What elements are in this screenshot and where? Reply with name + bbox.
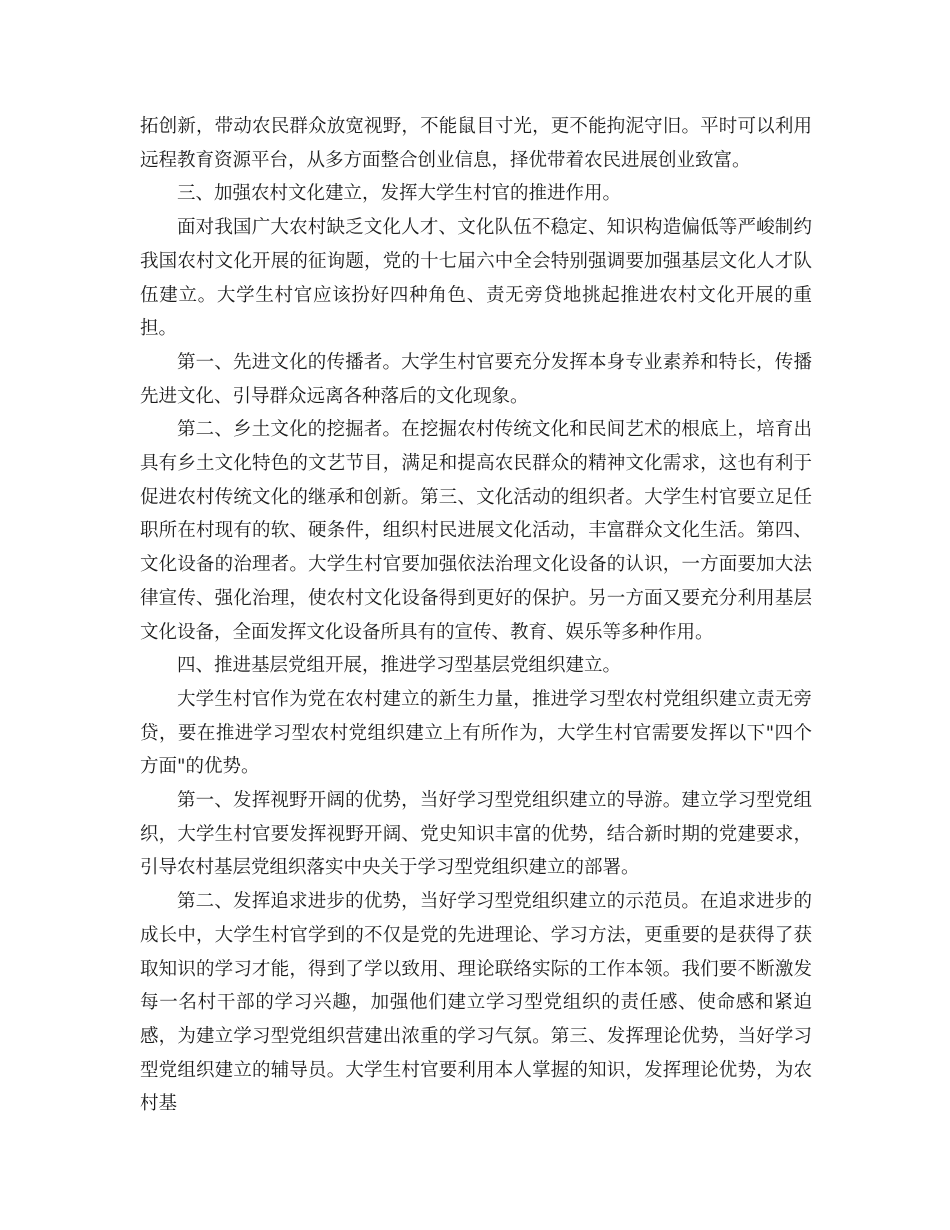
paragraph: 面对我国广大农村缺乏文化人才、文化队伍不稳定、知识构造偏低等严峻制约我国农村文化开展的征询题，党的十七届六中全会特别强调要加强基层文化人才队伍建立。大学生村官应该扮好四种角色、责无旁贷地挑起推进农村文化开展的重担。	[140, 217, 812, 340]
paragraph: 第一、发挥视野开阔的优势，当好学习型党组织建立的导游。建立学习型党组织，大学生村官要发挥视野开阔、党史知识丰富的优势，结合新时期的党建要求，引导农村基层党组织落实中央关于学习型党组织建立的部署。	[140, 790, 812, 879]
paragraph-continued: 拓创新，带动农民群众放宽视野，不能鼠目寸光，更不能拘泥守旧。平时可以利用远程教育资源平台，从多方面整合创业信息，择优带着农民进展创业致富。	[140, 116, 812, 171]
paragraph: 第一、先进文化的传播者。大学生村官要充分发挥本身专业素养和特长，传播先进文化、引导群众远离各种落后的文化现象。	[140, 351, 812, 407]
paragraph: 第二、发挥追求进步的优势，当好学习型党组织建立的示范员。在追求进步的成长中，大学生村官学到的不仅是党的先进理论、学习方法，更重要的是获得了获取知识的学习才能，得到了学以致用、理论联络实际的工作本领。我们要不断激发每一名村干部的学习兴趣，加强他们建立学习型党组织的责任感、使命感和紧迫感，为建立学习型党组织营建出浓重的学习气氛。第三、发挥理论优势，当好学习型党组织建立的辅导员。大学生村官要利用本人掌握的知识，发挥理论优势，为农村基	[140, 891, 812, 1115]
document-body	[140, 110, 812, 1121]
section-heading-4: 四、推进基层党组开展，推进学习型基层党组织建立。	[177, 655, 622, 677]
section-heading-3: 三、加强农村文化建立，发挥大学生村官的推进作用。	[177, 183, 622, 205]
paragraph: 大学生村官作为党在农村建立的新生力量，推进学习型农村党组织建立责无旁贷，要在推进学习型农村党组织建立上有所作为，大学生村官需要发挥以下"四个方面"的优势。	[140, 688, 812, 778]
paragraph: 第二、乡土文化的挖掘者。在挖掘农村传统文化和民间艺术的根底上，培育出具有乡土文化特色的文艺节目，满足和提高农民群众的精神文化需求，这也有利于促进农村传统文化的继承和创新。第三、文化活动的组织者。大学生村官要立足任职所在村现有的软、硬条件，组织村民进展文化活动，丰富群众文化生活。第四、文化设备的治理者。大学生村官要加强依法治理文化设备的认识，一方面要加大法律宣传、强化治理，使农村文化设备得到更好的保护。另一方面又要充分利用基层文化设备，全面发挥文化设备所具有的宣传、教育、娱乐等多种作用。	[140, 419, 812, 643]
